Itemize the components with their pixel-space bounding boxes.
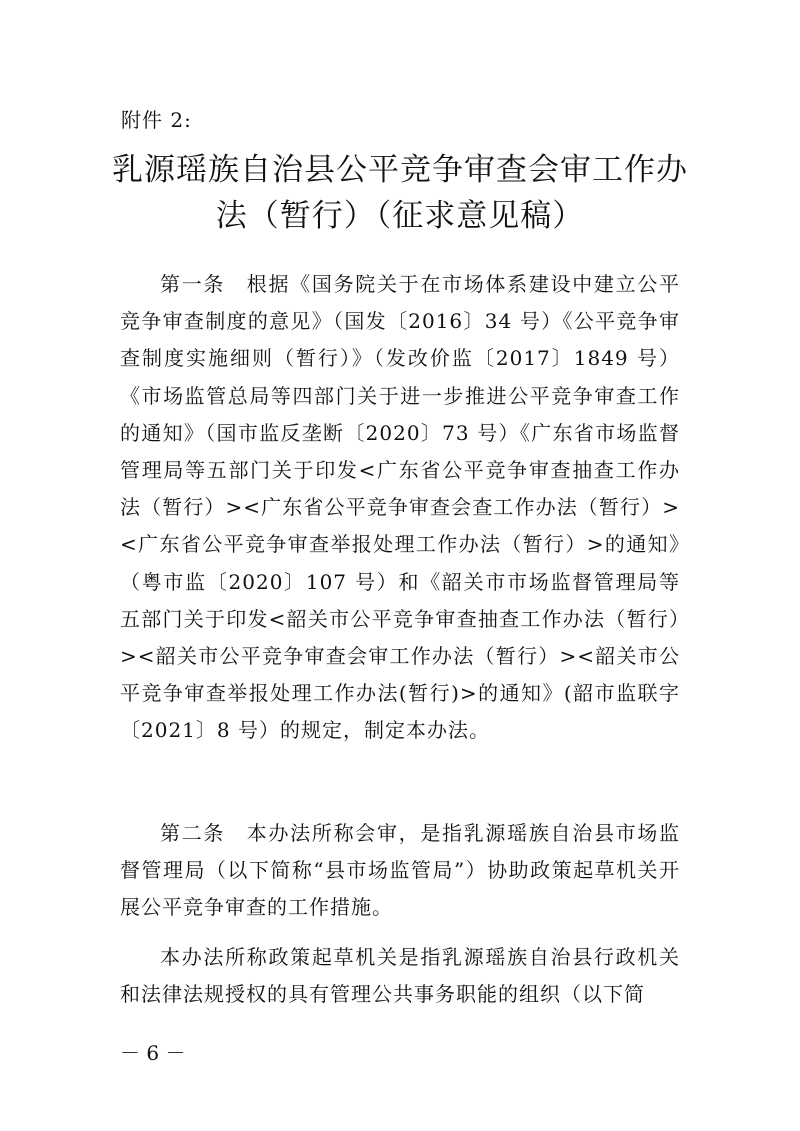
document-title-line-1: 乳源瑶族自治县公平竞争审查会审工作办 <box>112 152 688 188</box>
policy-drafting-definition-paragraph: 本办法所称政策起草机关是指乳源瑶族自治县行政机关和法律法规授权的具有管理公共事务职能的组织（以下简 <box>120 945 680 1007</box>
page-number: － 6 － <box>120 1041 186 1065</box>
document-title-line-2: 法（暂行）（征求意见稿） <box>215 198 585 234</box>
attachment-label: 附件 2: <box>121 108 192 132</box>
article-1-paragraph: 第一条 根据《国务院关于在市场体系建设中建立公平竞争审查制度的意见》（国发〔2016〕34 号）《公平竞争审查制度实施细则（暂行）》（发改价监〔2017〕1849 号）《市场监管总局等四部门关于进一步推进公平竞争审查工作的通知》（国市监反垄断〔2020〕73 号）《广东省市场监督管理局等五部门关于印发<广东省公平竞争审查抽查工作办法（暂行）><广东省公平竞争审查会查工作办法（暂行）><广东省公平竞争审查举报处理工作办法（暂行）>的通知》（粤市监〔2020〕107 号）和《韶关市市场监督管理局等五部门关于印发<韶关市公平竞争审查抽查工作办法（暂行）><韶关市公平竞争审查会审工作办法（暂行）><韶关市公平竞争审查举报处理工作办法(暂行)>的通知》(韶市监联字〔2021〕8 号）的规定，制定本办法。 <box>120 272 680 743</box>
article-2-paragraph: 第二条 本办法所称会审，是指乳源瑶族自治县市场监督管理局（以下简称“县市场监管局”）协助政策起草机关开展公平竞争审查的工作措施。 <box>120 821 680 920</box>
